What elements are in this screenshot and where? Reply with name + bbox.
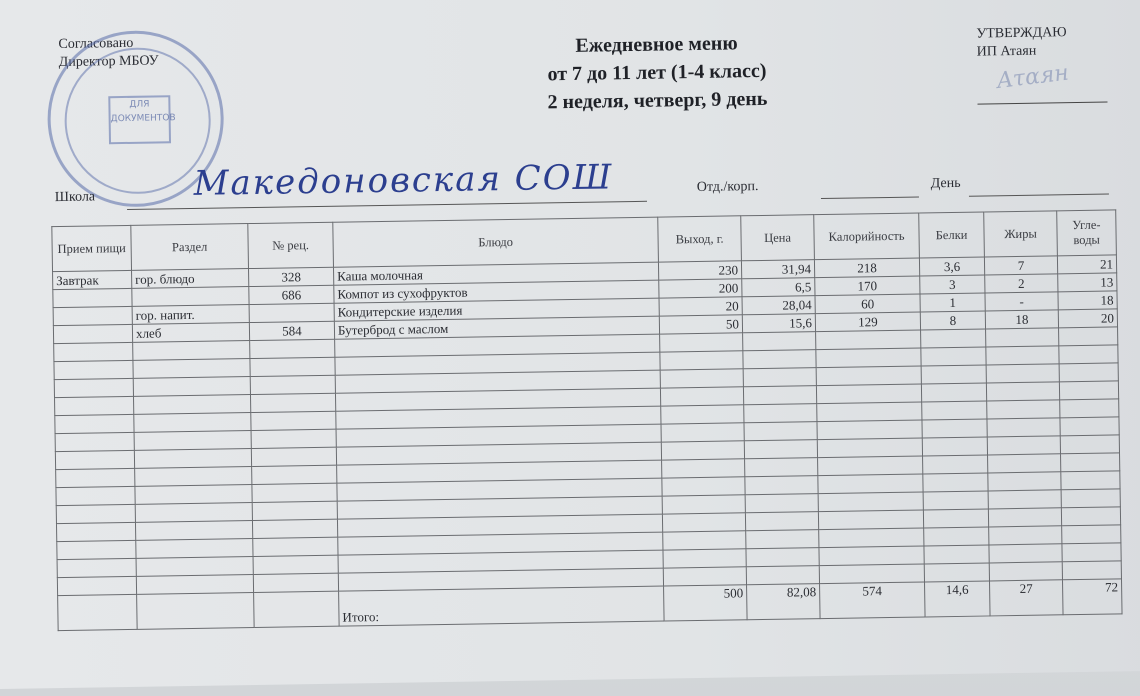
empty-cell	[746, 530, 819, 549]
total-label: Итого:	[339, 586, 665, 626]
empty-cell	[55, 450, 134, 469]
empty-cell	[743, 350, 816, 369]
empty-cell	[58, 594, 138, 630]
empty-cell	[1062, 561, 1121, 580]
empty-cell	[745, 494, 818, 513]
empty-cell	[56, 522, 135, 541]
table-cell: 1	[920, 293, 985, 312]
empty-cell	[921, 347, 986, 366]
table-cell: 7	[984, 256, 1057, 275]
table-cell: 15,6	[742, 314, 815, 333]
title-line-1: Ежедневное меню	[575, 32, 738, 57]
total-value: 500	[664, 585, 748, 621]
table-cell: 31,94	[741, 260, 814, 279]
empty-cell	[253, 555, 338, 574]
empty-cell	[252, 501, 337, 520]
table-cell: хлеб	[132, 323, 249, 343]
empty-cell	[1060, 435, 1119, 454]
table-cell: Компот из сухофруктов	[334, 280, 659, 303]
table-cell: 170	[815, 276, 920, 296]
empty-cell	[817, 438, 922, 458]
empty-cell	[133, 359, 250, 379]
empty-cell	[135, 485, 252, 505]
empty-cell	[57, 558, 136, 577]
table-cell: 18	[985, 310, 1058, 329]
empty-cell	[253, 537, 338, 556]
empty-cell	[1060, 417, 1119, 436]
empty-cell	[922, 437, 987, 456]
empty-cell	[1060, 399, 1119, 418]
table-cell: 129	[815, 312, 920, 332]
empty-cell	[136, 539, 253, 559]
empty-cell	[922, 419, 987, 438]
empty-cell	[56, 486, 135, 505]
empty-cell	[817, 420, 922, 440]
col-meal: Прием пищи	[52, 225, 132, 271]
empty-cell	[987, 436, 1060, 455]
col-yield: Выход, г.	[658, 216, 742, 262]
signature-line	[977, 102, 1107, 105]
empty-cell	[988, 490, 1061, 509]
director-label: Директор МБОУ	[58, 53, 159, 71]
empty-cell	[660, 351, 743, 370]
empty-cell	[746, 566, 819, 585]
empty-cell	[921, 383, 986, 402]
empty-cell	[57, 576, 136, 595]
stamp-text-line2: ДОКУМЕНТОВ	[110, 113, 176, 125]
empty-cell	[56, 504, 135, 523]
table-cell: 20	[659, 297, 742, 316]
col-section: Раздел	[131, 224, 249, 271]
day-label: День	[930, 175, 961, 192]
empty-cell	[1061, 453, 1120, 472]
empty-cell	[134, 431, 251, 451]
col-recipe: № рец.	[248, 222, 334, 268]
table-cell: 6,5	[742, 278, 815, 297]
empty-cell	[989, 562, 1062, 581]
table-cell	[53, 324, 132, 343]
empty-cell	[661, 441, 744, 460]
col-price: Цена	[741, 215, 815, 261]
empty-cell	[746, 548, 819, 567]
empty-cell	[743, 368, 816, 387]
empty-cell	[133, 341, 250, 361]
empty-cell	[819, 564, 924, 584]
empty-cell	[1061, 471, 1120, 490]
empty-cell	[743, 386, 816, 405]
table-cell: 50	[659, 315, 742, 334]
menu-table-body	[53, 255, 1123, 631]
table-cell: 13	[1058, 273, 1117, 292]
empty-cell	[55, 432, 134, 451]
empty-cell	[251, 429, 336, 448]
empty-cell	[986, 346, 1059, 365]
empty-cell	[745, 476, 818, 495]
total-value: 27	[989, 580, 1063, 616]
empty-cell	[136, 575, 253, 595]
empty-cell	[133, 395, 250, 415]
empty-cell	[921, 329, 986, 348]
empty-cell	[252, 483, 337, 502]
entrepreneur-label: ИП Атаян	[976, 43, 1037, 60]
menu-table	[51, 209, 1122, 631]
total-value: 72	[1062, 579, 1122, 615]
empty-cell	[819, 528, 924, 548]
dept-underline	[821, 197, 919, 200]
table-cell: 21	[1057, 255, 1116, 274]
empty-cell	[924, 527, 989, 546]
empty-cell	[988, 472, 1061, 491]
table-cell	[132, 287, 249, 307]
menu-title	[466, 28, 847, 118]
approval-block-right	[976, 24, 1067, 61]
empty-cell	[818, 510, 923, 530]
empty-cell	[921, 365, 986, 384]
col-protein: Белки	[919, 212, 985, 258]
empty-cell	[745, 458, 818, 477]
table-cell: 18	[1058, 291, 1117, 310]
empty-cell	[986, 382, 1059, 401]
approve-label: УТВЕРЖДАЮ	[976, 25, 1067, 42]
empty-cell	[136, 557, 253, 577]
empty-cell	[989, 526, 1062, 545]
empty-cell	[818, 492, 923, 512]
empty-cell	[662, 513, 745, 532]
stamp-text-line1: ДЛЯ	[129, 99, 150, 110]
empty-cell	[661, 405, 744, 424]
col-fat: Жиры	[984, 211, 1058, 257]
empty-cell	[1059, 381, 1118, 400]
empty-cell	[924, 545, 989, 564]
empty-cell	[743, 332, 816, 351]
empty-cell	[56, 468, 135, 487]
empty-cell	[252, 519, 337, 538]
table-cell	[53, 306, 132, 325]
empty-cell	[662, 495, 745, 514]
title-line-3: 2 неделя, четверг, 9 день	[547, 87, 768, 114]
table-cell	[53, 288, 132, 307]
table-cell: Каша молочная	[333, 262, 658, 285]
empty-cell	[662, 477, 745, 496]
empty-cell	[55, 414, 134, 433]
table-cell: 28,04	[742, 296, 815, 315]
empty-cell	[818, 456, 923, 476]
empty-cell	[254, 591, 340, 627]
table-cell	[249, 303, 334, 322]
table-cell: 328	[249, 267, 334, 286]
total-value: 82,08	[747, 584, 821, 620]
empty-cell	[252, 465, 337, 484]
empty-cell	[663, 531, 746, 550]
empty-cell	[57, 540, 136, 559]
empty-cell	[135, 521, 252, 541]
empty-cell	[660, 369, 743, 388]
empty-cell	[660, 387, 743, 406]
table-cell: гор. блюдо	[132, 269, 249, 289]
col-calories: Калорийность	[814, 213, 920, 260]
table-cell: 60	[815, 294, 920, 314]
col-carbs: Угле-воды	[1057, 210, 1117, 256]
empty-cell	[1061, 489, 1120, 508]
empty-cell	[250, 357, 335, 376]
empty-cell	[816, 348, 921, 368]
empty-cell	[923, 491, 988, 510]
empty-cell	[1062, 543, 1121, 562]
empty-cell	[251, 447, 336, 466]
empty-cell	[987, 418, 1060, 437]
table-cell: 584	[249, 321, 334, 340]
empty-cell	[817, 402, 922, 422]
empty-cell	[922, 401, 987, 420]
table-cell: 3	[920, 275, 985, 294]
empty-cell	[1059, 345, 1118, 364]
table-cell: 8	[920, 311, 985, 330]
empty-cell	[134, 413, 251, 433]
signature-mark: Αταян	[995, 60, 1071, 94]
empty-cell	[253, 573, 338, 592]
empty-cell	[989, 544, 1062, 563]
empty-cell	[663, 549, 746, 568]
empty-cell	[987, 400, 1060, 419]
empty-cell	[986, 364, 1059, 383]
approved-label: Согласовано	[58, 35, 134, 53]
day-underline	[969, 194, 1109, 197]
total-value: 14,6	[925, 581, 991, 617]
empty-cell	[137, 593, 255, 630]
empty-cell	[744, 404, 817, 423]
table-cell: -	[985, 292, 1058, 311]
total-value: 574	[820, 582, 926, 619]
table-cell: гор. напит.	[132, 305, 249, 325]
empty-cell	[923, 455, 988, 474]
empty-cell	[54, 378, 133, 397]
table-cell: 2	[985, 274, 1058, 293]
empty-cell	[744, 440, 817, 459]
empty-cell	[924, 563, 989, 582]
empty-cell	[744, 422, 817, 441]
empty-cell	[250, 339, 335, 358]
empty-cell	[923, 473, 988, 492]
title-line-2: от 7 до 11 лет (1-4 класс)	[547, 59, 767, 86]
empty-cell	[986, 328, 1059, 347]
empty-cell	[662, 459, 745, 478]
empty-cell	[923, 509, 988, 528]
table-cell: 20	[1058, 309, 1117, 328]
table-cell: Кондитерские изделия	[334, 298, 659, 321]
empty-cell	[660, 333, 743, 352]
table-cell: Завтрак	[53, 270, 132, 289]
stamp-inner-box	[108, 95, 176, 144]
empty-cell	[1059, 327, 1118, 346]
school-handwritten: Македоновская СОШ	[193, 157, 614, 204]
empty-cell	[135, 503, 252, 523]
empty-cell	[745, 512, 818, 531]
empty-cell	[816, 366, 921, 386]
empty-cell	[816, 330, 921, 350]
empty-cell	[988, 508, 1061, 527]
empty-cell	[133, 377, 250, 397]
empty-cell	[250, 375, 335, 394]
school-label: Школа	[54, 189, 96, 206]
empty-cell	[54, 360, 133, 379]
empty-cell	[988, 454, 1061, 473]
table-cell: 230	[658, 261, 741, 280]
table-cell: 200	[659, 279, 742, 298]
table-cell: 686	[249, 285, 334, 304]
empty-cell	[251, 411, 336, 430]
empty-cell	[134, 449, 251, 469]
col-dish: Блюдо	[333, 217, 659, 267]
empty-cell	[1062, 525, 1121, 544]
dept-label: Отд./корп.	[696, 179, 759, 195]
empty-cell	[816, 384, 921, 404]
empty-cell	[250, 393, 335, 412]
empty-cell	[661, 423, 744, 442]
empty-cell	[1059, 363, 1118, 382]
empty-cell	[55, 396, 134, 415]
empty-cell	[818, 474, 923, 494]
table-cell: Бутерброд с маслом	[334, 316, 659, 339]
empty-cell	[1061, 507, 1120, 526]
table-cell: 218	[814, 258, 919, 278]
empty-cell	[663, 567, 746, 586]
empty-cell	[819, 546, 924, 566]
empty-cell	[54, 342, 133, 361]
table-cell: 3,6	[919, 257, 984, 276]
empty-cell	[135, 467, 252, 487]
